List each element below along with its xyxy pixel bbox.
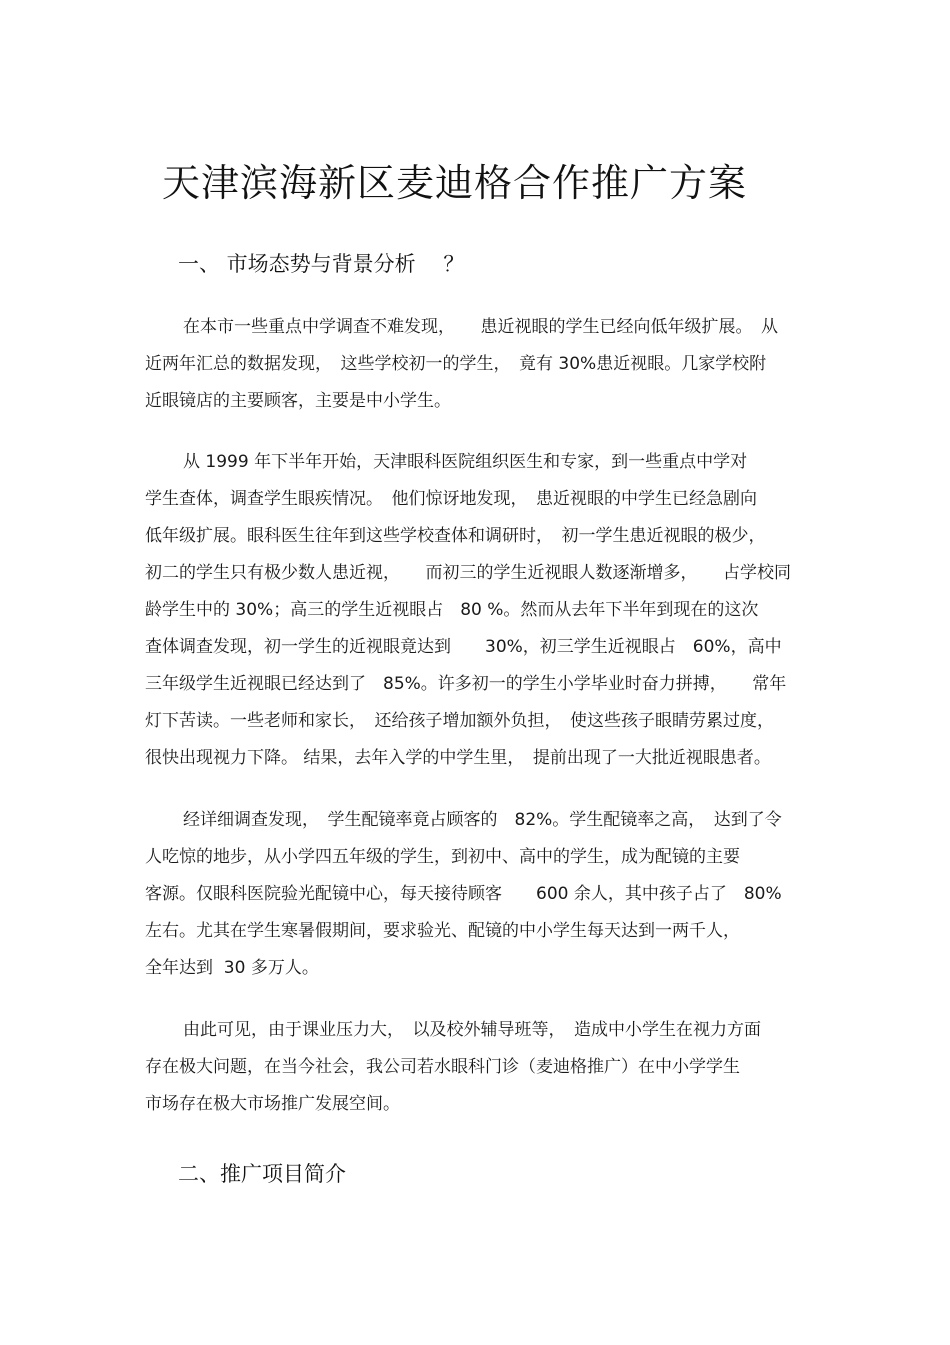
paragraph-line: 近两年汇总的数据发现， 这些学校初一的学生， 竟有 30%患近视眼。几家学校附 <box>145 354 767 374</box>
paragraph-line: 三年级学生近视眼已经达到了 85%。许多初一的学生小学毕业时奋力拼搏， 常年 <box>145 674 787 694</box>
paragraph-line: 人吃惊的地步，从小学四五年级的学生，到初中、高中的学生，成为配镜的主要 <box>145 847 740 867</box>
paragraph-line: 从 1999 年下半年开始，天津眼科医院组织医生和专家，到一些重点中学对 <box>183 452 748 472</box>
section-heading-1: 一、 市场态势与背景分析 ？ <box>178 252 465 276</box>
paragraph-line: 低年级扩展。眼科医生往年到这些学校查体和调研时， 初一学生患近视眼的极少， <box>145 526 766 546</box>
paragraph-line: 近眼镜店的主要顾客，主要是中小学生。 <box>145 391 451 411</box>
paragraph-line: 存在极大问题，在当今社会，我公司若水眼科门诊（麦迪格推广）在中小学学生 <box>145 1057 740 1077</box>
section-heading-2: 二、推广项目简介 <box>178 1162 346 1186</box>
paragraph-line: 龄学生中的 30%；高三的学生近视眼占 80 %。然而从去年下半年到现在的这次 <box>145 600 759 620</box>
paragraph-line: 全年达到 30 多万人。 <box>145 958 319 978</box>
document-title: 天津滨海新区麦迪格合作推广方案 <box>162 161 748 205</box>
paragraph-line: 经详细调查发现， 学生配镜率竟占顾客的 82%。学生配镜率之高， 达到了令 <box>183 810 782 830</box>
paragraph-line: 市场存在极大市场推广发展空间。 <box>145 1094 400 1114</box>
paragraph-line: 学生查体，调查学生眼疾情况。 他们惊讶地发现， 患近视眼的中学生已经急剧向 <box>145 489 757 509</box>
paragraph-line: 查体调查发现，初一学生的近视眼竟达到 30%，初三学生近视眼占 60%，高中 <box>145 637 782 657</box>
paragraph-line: 由此可见，由于课业压力大， 以及校外辅导班等， 造成中小学生在视力方面 <box>183 1020 761 1040</box>
paragraph-line: 在本市一些重点中学调查不难发现， 患近视眼的学生已经向低年级扩展。 从 <box>183 317 778 337</box>
paragraph-line: 灯下苦读。一些老师和家长， 还给孩子增加额外负担， 使这些孩子眼睛劳累过度， <box>145 711 774 731</box>
paragraph-line: 很快出现视力下降。 结果，去年入学的中学生里， 提前出现了一大批近视眼患者。 <box>145 748 771 768</box>
paragraph-line: 客源。仅眼科医院验光配镜中心，每天接待顾客 600 余人，其中孩子占了 80% <box>145 884 782 904</box>
paragraph-line: 左右。尤其在学生寒暑假期间，要求验光、配镜的中小学生每天达到一两千人， <box>145 921 740 941</box>
paragraph-line: 初二的学生只有极少数人患近视， 而初三的学生近视眼人数逐渐增多， 占学校同 <box>145 563 791 583</box>
